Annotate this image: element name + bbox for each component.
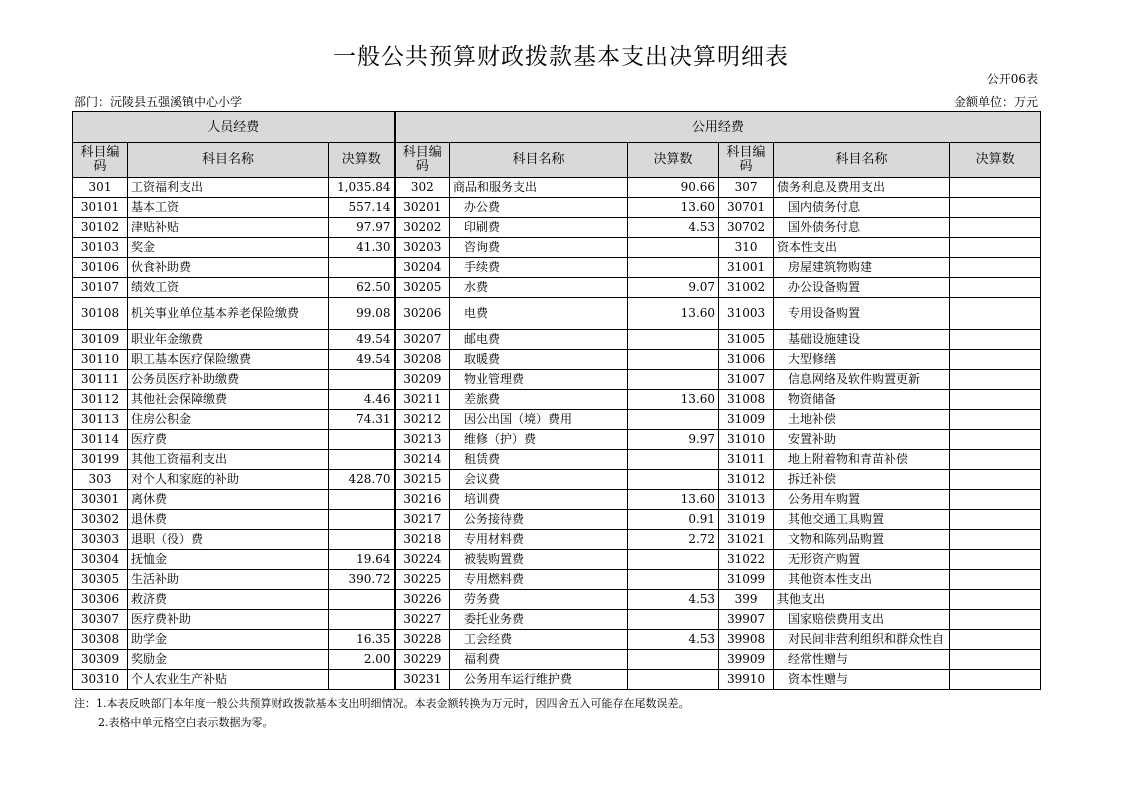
cell-amount [329, 490, 395, 510]
cell-subject-name: 办公设备购置 [774, 278, 950, 298]
cell-subject-code: 31013 [719, 490, 774, 510]
cell-amount [329, 670, 395, 690]
cell-subject-name: 对个人和家庭的补助 [128, 470, 329, 490]
cell-amount [329, 590, 395, 610]
cell-amount [628, 670, 719, 690]
cell-amount [628, 550, 719, 570]
cell-subject-code: 30111 [73, 370, 128, 390]
cell-subject-code: 30113 [73, 410, 128, 430]
cell-amount [329, 430, 395, 450]
cell-amount [628, 330, 719, 350]
cell-subject-code: 30216 [395, 490, 450, 510]
cell-subject-code: 31010 [719, 430, 774, 450]
cell-amount: 97.97 [329, 218, 395, 238]
cell-subject-name: 无形资产购置 [774, 550, 950, 570]
cell-subject-code: 30228 [395, 630, 450, 650]
cell-subject-code: 31003 [719, 298, 774, 330]
cell-amount: 390.72 [329, 570, 395, 590]
cell-amount: 2.00 [329, 650, 395, 670]
cell-subject-code: 30227 [395, 610, 450, 630]
amount-unit-label: 金额单位：万元 [953, 95, 1038, 109]
table-row [73, 510, 1041, 530]
table-row [73, 298, 1041, 330]
cell-subject-code: 30308 [73, 630, 128, 650]
cell-subject-code: 31011 [719, 450, 774, 470]
cell-subject-name: 资本性支出 [774, 238, 950, 258]
cell-subject-code: 30108 [73, 298, 128, 330]
cell-subject-code: 30306 [73, 590, 128, 610]
cell-subject-name: 奖励金 [128, 650, 329, 670]
cell-subject-code: 30217 [395, 510, 450, 530]
cell-subject-code: 39908 [719, 630, 774, 650]
cell-subject-code: 31022 [719, 550, 774, 570]
cell-subject-name: 咨询费 [450, 238, 628, 258]
cell-amount: 557.14 [329, 198, 395, 218]
cell-subject-code: 30106 [73, 258, 128, 278]
cell-subject-name: 公务员医疗补助缴费 [128, 370, 329, 390]
cell-amount: 4.46 [329, 390, 395, 410]
col-header-code: 科目编码 [719, 143, 774, 178]
cell-subject-code: 31001 [719, 258, 774, 278]
page-title: 一般公共预算财政拨款基本支出决算明细表 [333, 44, 789, 70]
cell-subject-code: 30101 [73, 198, 128, 218]
cell-subject-name: 专用设备购置 [774, 298, 950, 330]
cell-subject-code: 30199 [73, 450, 128, 470]
cell-subject-code: 30107 [73, 278, 128, 298]
cell-subject-name: 住房公积金 [128, 410, 329, 430]
department-label: 部门：沅陵县五强溪镇中心小学 [74, 95, 243, 109]
cell-amount [329, 450, 395, 470]
cell-amount [628, 410, 719, 430]
cell-subject-name: 物资储备 [774, 390, 950, 410]
cell-amount [950, 278, 1041, 298]
cell-subject-name: 医疗费补助 [128, 610, 329, 630]
col-header-name: 科目名称 [774, 143, 950, 178]
cell-amount [950, 410, 1041, 430]
cell-subject-name: 安置补助 [774, 430, 950, 450]
cell-subject-name: 职工基本医疗保险缴费 [128, 350, 329, 370]
cell-subject-name: 商品和服务支出 [450, 178, 628, 198]
cell-subject-name: 基础设施建设 [774, 330, 950, 350]
cell-subject-code: 39909 [719, 650, 774, 670]
cell-amount: 4.53 [628, 218, 719, 238]
cell-subject-code: 30305 [73, 570, 128, 590]
cell-amount [950, 650, 1041, 670]
cell-amount: 49.54 [329, 330, 395, 350]
table-row [73, 590, 1041, 610]
cell-amount [950, 370, 1041, 390]
table-row [73, 550, 1041, 570]
cell-subject-code: 31099 [719, 570, 774, 590]
table-row [73, 490, 1041, 510]
cell-amount [950, 298, 1041, 330]
table-row [73, 370, 1041, 390]
cell-subject-code: 30202 [395, 218, 450, 238]
cell-subject-code: 30207 [395, 330, 450, 350]
cell-subject-code: 30103 [73, 238, 128, 258]
cell-subject-name: 培训费 [450, 490, 628, 510]
cell-subject-name: 专用燃料费 [450, 570, 628, 590]
cell-subject-name: 大型修缮 [774, 350, 950, 370]
cell-amount [950, 610, 1041, 630]
cell-amount: 13.60 [628, 390, 719, 410]
cell-amount [628, 470, 719, 490]
group-header-personnel: 人员经费 [73, 112, 395, 143]
cell-amount: 13.60 [628, 198, 719, 218]
cell-subject-name: 离休费 [128, 490, 329, 510]
cell-amount [329, 258, 395, 278]
footnotes [74, 694, 690, 732]
col-header-name: 科目名称 [450, 143, 628, 178]
cell-amount [950, 590, 1041, 610]
cell-subject-code: 30208 [395, 350, 450, 370]
cell-subject-name: 国内债务付息 [774, 198, 950, 218]
cell-subject-code: 30302 [73, 510, 128, 530]
cell-amount [628, 370, 719, 390]
cell-subject-code: 39910 [719, 670, 774, 690]
table-row [73, 410, 1041, 430]
cell-subject-name: 公务接待费 [450, 510, 628, 530]
cell-subject-code: 30114 [73, 430, 128, 450]
cell-subject-code: 399 [719, 590, 774, 610]
table-row [73, 650, 1041, 670]
cell-subject-code: 30701 [719, 198, 774, 218]
table-row [73, 198, 1041, 218]
cell-subject-name: 工资福利支出 [128, 178, 329, 198]
cell-subject-name: 机关事业单位基本养老保险缴费 [128, 298, 329, 330]
cell-subject-name: 伙食补助费 [128, 258, 329, 278]
cell-subject-code: 31009 [719, 410, 774, 430]
cell-amount: 2.72 [628, 530, 719, 550]
cell-subject-name: 职业年金缴费 [128, 330, 329, 350]
cell-subject-name: 债务利息及费用支出 [774, 178, 950, 198]
cell-subject-name: 信息网络及软件购置更新 [774, 370, 950, 390]
table-row [73, 218, 1041, 238]
cell-subject-code: 30206 [395, 298, 450, 330]
cell-subject-code: 31002 [719, 278, 774, 298]
cell-amount: 9.97 [628, 430, 719, 450]
cell-subject-name: 其他工资福利支出 [128, 450, 329, 470]
cell-amount [950, 258, 1041, 278]
cell-subject-name: 津贴补贴 [128, 218, 329, 238]
cell-amount: 41.30 [329, 238, 395, 258]
cell-subject-code: 31005 [719, 330, 774, 350]
cell-amount [329, 510, 395, 530]
group-header-public: 公用经费 [395, 112, 1041, 143]
cell-subject-name: 物业管理费 [450, 370, 628, 390]
cell-subject-code: 30204 [395, 258, 450, 278]
cell-subject-code: 30201 [395, 198, 450, 218]
cell-subject-code: 30301 [73, 490, 128, 510]
cell-subject-name: 退职（役）费 [128, 530, 329, 550]
cell-subject-name: 其他交通工具购置 [774, 510, 950, 530]
cell-subject-name: 其他资本性支出 [774, 570, 950, 590]
cell-amount [950, 470, 1041, 490]
table-row [73, 278, 1041, 298]
cell-subject-code: 30213 [395, 430, 450, 450]
cell-amount [950, 450, 1041, 470]
cell-amount: 13.60 [628, 298, 719, 330]
cell-subject-name: 其他社会保障缴费 [128, 390, 329, 410]
cell-subject-code: 30110 [73, 350, 128, 370]
cell-subject-name: 基本工资 [128, 198, 329, 218]
col-header-amount: 决算数 [329, 143, 395, 178]
table-row [73, 450, 1041, 470]
cell-subject-code: 307 [719, 178, 774, 198]
cell-subject-code: 30702 [719, 218, 774, 238]
cell-amount: 74.31 [329, 410, 395, 430]
table-row [73, 610, 1041, 630]
cell-subject-name: 福利费 [450, 650, 628, 670]
cell-subject-code: 30229 [395, 650, 450, 670]
table-row [73, 470, 1041, 490]
table-row [73, 630, 1041, 650]
cell-subject-name: 因公出国（境）费用 [450, 410, 628, 430]
cell-subject-name: 工会经费 [450, 630, 628, 650]
cell-amount [950, 218, 1041, 238]
cell-subject-name: 房屋建筑物购建 [774, 258, 950, 278]
cell-amount: 4.53 [628, 630, 719, 650]
cell-amount: 90.66 [628, 178, 719, 198]
cell-subject-code: 30102 [73, 218, 128, 238]
cell-subject-code: 30303 [73, 530, 128, 550]
cell-subject-name: 电费 [450, 298, 628, 330]
cell-amount [628, 610, 719, 630]
cell-amount [950, 390, 1041, 410]
form-code: 公开06表 [986, 72, 1038, 86]
cell-subject-name: 委托业务费 [450, 610, 628, 630]
cell-subject-code: 31012 [719, 470, 774, 490]
cell-amount [950, 490, 1041, 510]
table-row [73, 330, 1041, 350]
cell-subject-code: 31019 [719, 510, 774, 530]
cell-subject-code: 30218 [395, 530, 450, 550]
cell-subject-code: 39907 [719, 610, 774, 630]
cell-subject-name: 水费 [450, 278, 628, 298]
cell-subject-code: 31021 [719, 530, 774, 550]
cell-amount: 428.70 [329, 470, 395, 490]
cell-subject-name: 助学金 [128, 630, 329, 650]
cell-subject-name: 个人农业生产补贴 [128, 670, 329, 690]
cell-amount: 4.53 [628, 590, 719, 610]
col-header-amount: 决算数 [628, 143, 719, 178]
cell-subject-name: 专用材料费 [450, 530, 628, 550]
cell-subject-code: 303 [73, 470, 128, 490]
cell-subject-name: 医疗费 [128, 430, 329, 450]
cell-subject-code: 31006 [719, 350, 774, 370]
cell-amount: 9.07 [628, 278, 719, 298]
cell-amount [950, 530, 1041, 550]
cell-subject-name: 资本性赠与 [774, 670, 950, 690]
cell-amount [329, 530, 395, 550]
cell-amount [628, 650, 719, 670]
cell-subject-code: 30310 [73, 670, 128, 690]
cell-subject-code: 30226 [395, 590, 450, 610]
cell-amount: 62.50 [329, 278, 395, 298]
cell-amount [628, 450, 719, 470]
cell-amount: 16.35 [329, 630, 395, 650]
cell-amount [329, 610, 395, 630]
cell-amount: 0.91 [628, 510, 719, 530]
footnote: 2.表格中单元格空白表示数据为零。 [98, 716, 274, 729]
col-header-name: 科目名称 [128, 143, 329, 178]
expenditure-table [72, 111, 1041, 690]
cell-amount [628, 258, 719, 278]
cell-amount [950, 670, 1041, 690]
table-row [73, 530, 1041, 550]
cell-subject-name: 公务用车运行维护费 [450, 670, 628, 690]
col-header-amount: 决算数 [950, 143, 1041, 178]
cell-amount [628, 570, 719, 590]
cell-subject-name: 邮电费 [450, 330, 628, 350]
cell-amount [950, 550, 1041, 570]
cell-amount: 99.08 [329, 298, 395, 330]
cell-subject-name: 拆迁补偿 [774, 470, 950, 490]
cell-subject-name: 被装购置费 [450, 550, 628, 570]
table-row [73, 570, 1041, 590]
cell-subject-code: 31008 [719, 390, 774, 410]
cell-subject-name: 劳务费 [450, 590, 628, 610]
table-row [73, 238, 1041, 258]
cell-subject-name: 文物和陈列品购置 [774, 530, 950, 550]
cell-amount: 13.60 [628, 490, 719, 510]
cell-amount [628, 350, 719, 370]
cell-subject-name: 国家赔偿费用支出 [774, 610, 950, 630]
cell-subject-name: 生活补助 [128, 570, 329, 590]
cell-subject-name: 差旅费 [450, 390, 628, 410]
cell-amount [950, 350, 1041, 370]
cell-amount [950, 570, 1041, 590]
table-row [73, 258, 1041, 278]
col-header-code: 科目编码 [395, 143, 450, 178]
cell-subject-code: 30215 [395, 470, 450, 490]
cell-subject-code: 301 [73, 178, 128, 198]
cell-amount [950, 178, 1041, 198]
cell-subject-code: 30304 [73, 550, 128, 570]
cell-amount [950, 238, 1041, 258]
cell-subject-name: 经常性赠与 [774, 650, 950, 670]
cell-amount [950, 330, 1041, 350]
cell-subject-code: 30231 [395, 670, 450, 690]
cell-subject-code: 30224 [395, 550, 450, 570]
cell-subject-name: 抚恤金 [128, 550, 329, 570]
cell-subject-name: 办公费 [450, 198, 628, 218]
cell-subject-name: 维修（护）费 [450, 430, 628, 450]
cell-subject-name: 手续费 [450, 258, 628, 278]
cell-subject-name: 地上附着物和青苗补偿 [774, 450, 950, 470]
cell-amount [950, 630, 1041, 650]
table-row [73, 430, 1041, 450]
cell-subject-code: 30209 [395, 370, 450, 390]
cell-subject-name: 国外债务付息 [774, 218, 950, 238]
cell-amount: 49.54 [329, 350, 395, 370]
cell-amount [950, 510, 1041, 530]
cell-subject-code: 30109 [73, 330, 128, 350]
cell-subject-name: 土地补偿 [774, 410, 950, 430]
col-header-code: 科目编码 [73, 143, 128, 178]
cell-amount [628, 238, 719, 258]
cell-subject-name: 奖金 [128, 238, 329, 258]
cell-subject-name: 对民间非营利组织和群众性自 [774, 630, 950, 650]
cell-subject-code: 30112 [73, 390, 128, 410]
cell-subject-code: 30225 [395, 570, 450, 590]
cell-amount [329, 370, 395, 390]
cell-subject-name: 救济费 [128, 590, 329, 610]
cell-amount: 19.64 [329, 550, 395, 570]
table-row [73, 390, 1041, 410]
cell-subject-name: 退休费 [128, 510, 329, 530]
cell-subject-code: 30211 [395, 390, 450, 410]
cell-subject-name: 其他支出 [774, 590, 950, 610]
table-row [73, 350, 1041, 370]
cell-subject-code: 302 [395, 178, 450, 198]
cell-subject-name: 租赁费 [450, 450, 628, 470]
footnote: 注：1.本表反映部门本年度一般公共预算财政拨款基本支出明细情况。本表金额转换为万元时，因四舍五入可能存在尾数误差。 [74, 697, 690, 710]
cell-subject-code: 31007 [719, 370, 774, 390]
cell-subject-code: 30309 [73, 650, 128, 670]
cell-subject-name: 公务用车购置 [774, 490, 950, 510]
cell-subject-code: 30307 [73, 610, 128, 630]
cell-amount: 1,035.84 [329, 178, 395, 198]
cell-subject-code: 30203 [395, 238, 450, 258]
table-row [73, 670, 1041, 690]
cell-amount [950, 198, 1041, 218]
cell-subject-code: 310 [719, 238, 774, 258]
cell-subject-name: 会议费 [450, 470, 628, 490]
cell-amount [950, 430, 1041, 450]
table-row [73, 178, 1041, 198]
cell-subject-code: 30212 [395, 410, 450, 430]
cell-subject-name: 取暖费 [450, 350, 628, 370]
cell-subject-name: 绩效工资 [128, 278, 329, 298]
cell-subject-name: 印刷费 [450, 218, 628, 238]
cell-subject-code: 30205 [395, 278, 450, 298]
cell-subject-code: 30214 [395, 450, 450, 470]
